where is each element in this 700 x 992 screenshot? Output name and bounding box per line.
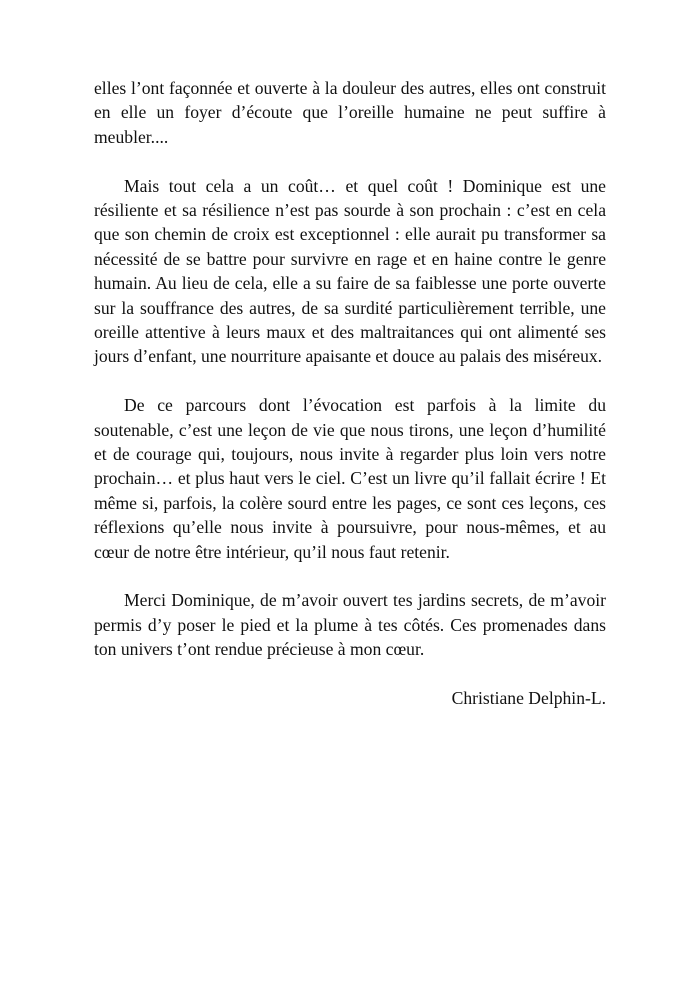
paragraph-4: Merci Dominique, de m’avoir ouvert tes jardins secrets, de m’avoir permis d’y poser le pied et la plume à tes côtés. Ces promenades dans ton univers t’ont rendue précieuse à mon cœur. bbox=[94, 590, 606, 660]
paragraph-3: De ce parcours dont l’évocation est parfois à la limite du soutenable, c’est une leçon de vie que nous tirons, une leçon d’humilité et de courage qui, toujours, nous invite à regarder plus loin vers notre prochain… et plus haut vers le ciel. C’est un livre qu’il fallait écrire ! Et même si, parfois, la colère sourd entre les pages, ce sont ces leçons, ces réflexions qu’elle nous invite à poursuivre, pour nous-mêmes, et au cœur de notre être intérieur, qu’il nous faut retenir. bbox=[94, 395, 606, 562]
paragraph-2: Mais tout cela a un coût… et quel coût ! Dominique est une résiliente et sa résilience n’est pas sourde à son prochain : c’est en cela que son chemin de croix est exceptionnel : elle aurait pu transformer sa nécessité de se battre pour survivre en rage et en haine contre le genre humain. Au lieu de cela, elle a su faire de sa faiblesse une porte ouverte sur la souffrance des autres, de sa surdité particulièrement terrible, une oreille attentive à leurs maux et des maltraitances qui ont alimenté ses jours d’enfant, une nourriture apaisante et douce au palais des miséreux. bbox=[94, 175, 606, 367]
text-body bbox=[94, 76, 606, 735]
signature: Christiane Delphin-L. bbox=[451, 688, 606, 709]
paragraph-1: elles l’ont façonnée et ouverte à la douleur des autres, elles ont construit en elle un foyer d’écoute que l’oreille humaine ne peut suffire à meubler.... bbox=[94, 78, 606, 147]
